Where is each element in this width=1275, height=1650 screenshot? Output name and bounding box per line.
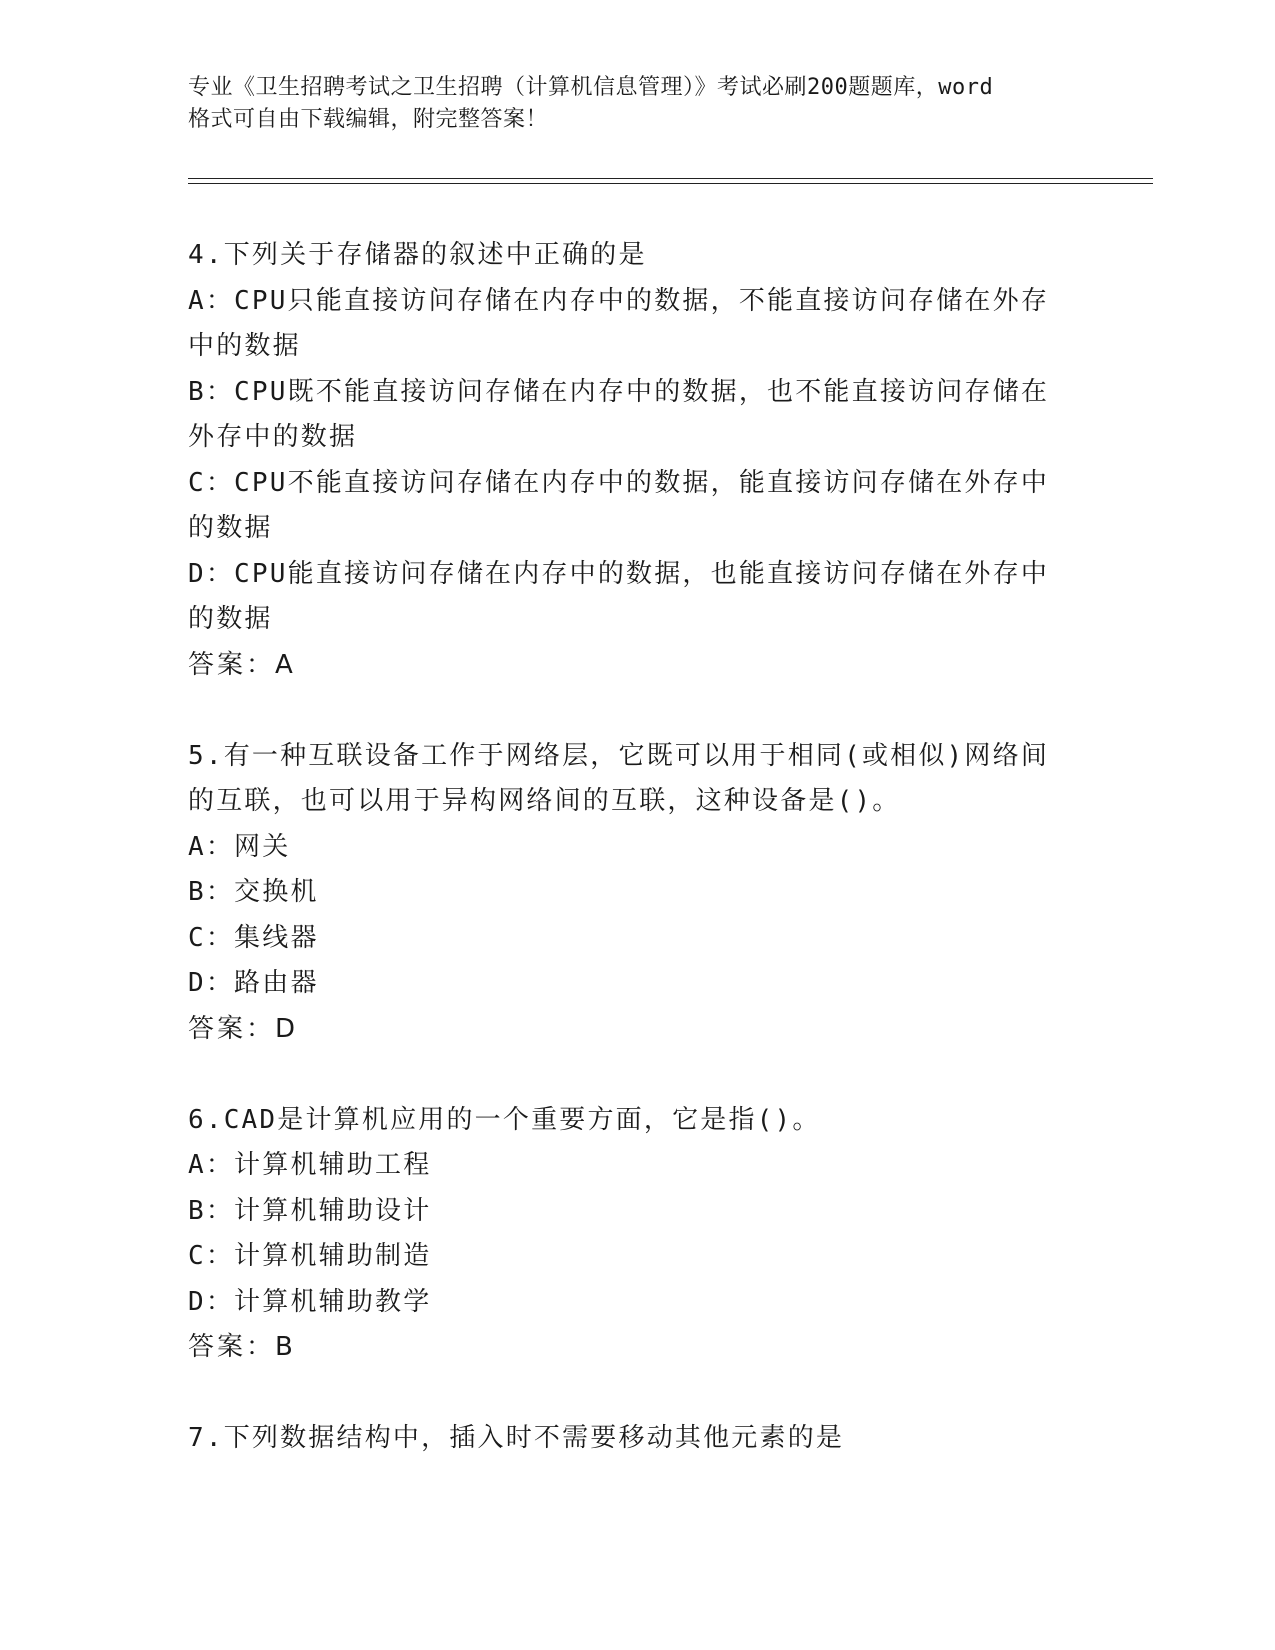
question-stem: 6.CAD是计算机应用的一个重要方面，它是指()。 [188,1104,821,1135]
header-line-2: 格式可自由下载编辑，附完整答案！ [188,107,549,132]
option-line: A：CPU只能直接访问存储在内存中的数据，不能直接访问存储在外存 [188,285,1050,316]
option-line: D：CPU能直接访问存储在内存中的数据，也能直接访问存储在外存中 [188,558,1050,589]
question-block [188,1416,1068,1462]
option-line: C：集线器 [188,922,319,953]
question-stem: 7.下列数据结构中，插入时不需要移动其他元素的是 [188,1423,845,1453]
question-stem: 4.下列关于存储器的叙述中正确的是 [188,240,647,270]
answer-line: 答案：A [188,649,296,680]
question-stem: 的互联，也可以用于异构网络间的互联，这种设备是()。 [188,786,901,816]
option-line: C：计算机辅助制造 [188,1241,432,1271]
option-line: B：计算机辅助设计 [188,1195,432,1226]
question-stem: 5.有一种互联设备工作于网络层，它既可以用于相同(或相似)网络间 [188,740,1050,771]
option-line: C：CPU不能直接访问存储在内存中的数据，能直接访问存储在外存中 [188,467,1050,498]
question-list [188,233,1068,1507]
document-header [188,72,1088,136]
option-line: A：计算机辅助工程 [188,1150,432,1180]
question-block [188,1098,1068,1371]
option-line: 外存中的数据 [188,422,358,452]
option-line: D：计算机辅助教学 [188,1286,432,1317]
option-line: B：CPU既不能直接访问存储在内存中的数据，也不能直接访问存储在 [188,376,1050,407]
question-block [188,734,1068,1053]
answer-line: 答案：B [188,1332,296,1362]
answer-line: 答案：D [188,1013,299,1044]
option-line: B：交换机 [188,877,319,907]
header-line-1: 专业《卫生招聘考试之卫生招聘（计算机信息管理）》考试必刷200题题库，word [188,75,994,100]
header-divider-top [188,178,1153,179]
option-line: A：网关 [188,831,291,862]
option-line: D：路由器 [188,968,319,998]
option-line: 的数据 [188,604,273,634]
option-line: 中的数据 [188,331,301,361]
header-divider-bottom [188,183,1153,184]
option-line: 的数据 [188,513,273,543]
question-block [188,233,1068,688]
